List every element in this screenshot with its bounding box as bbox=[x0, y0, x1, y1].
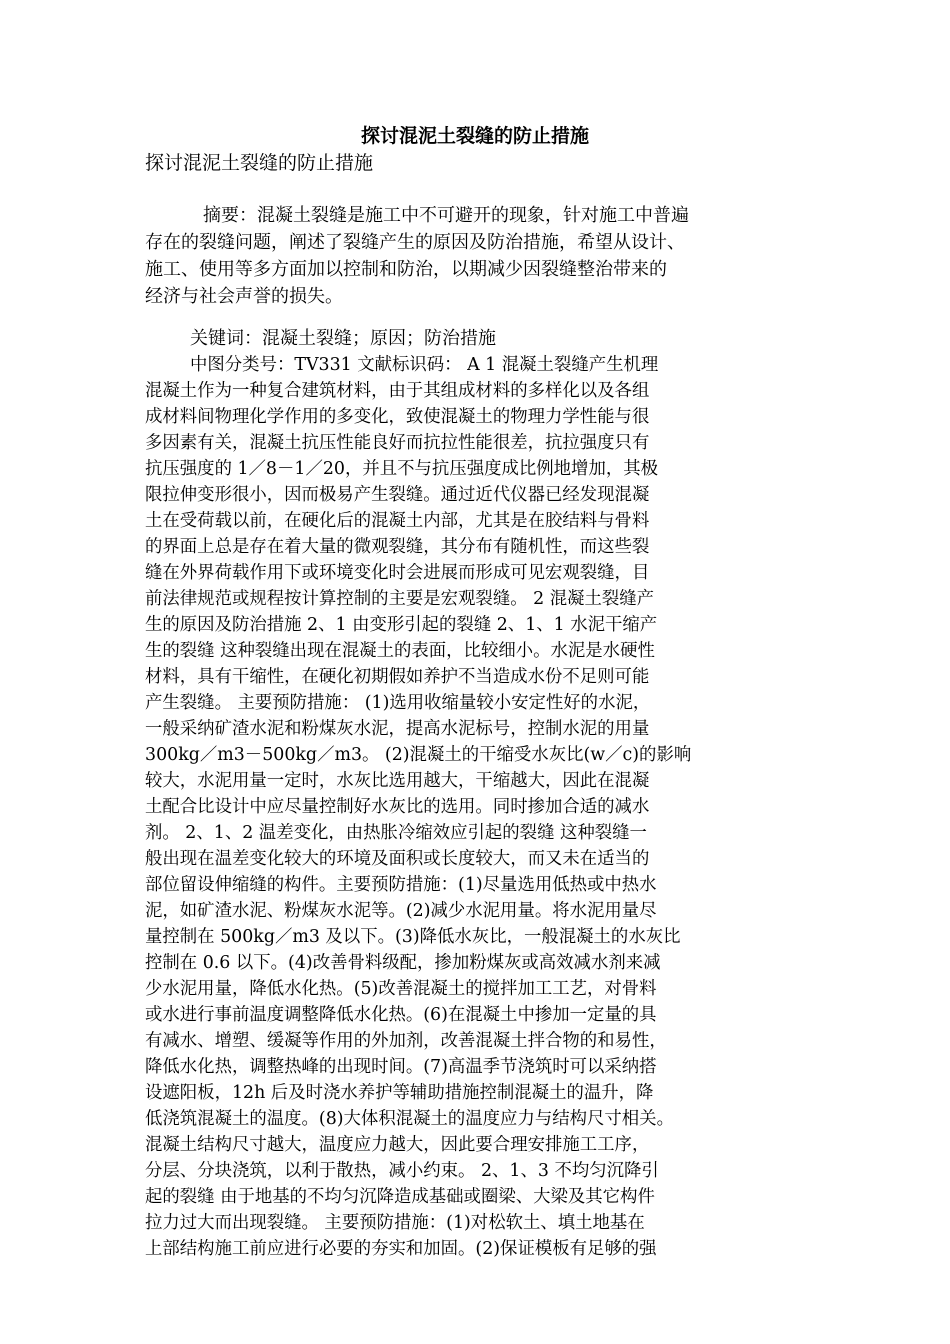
body-line: 生的原因及防治措施 2、1 由变形引起的裂缝 2、1、1 水泥干缩产 bbox=[145, 615, 658, 635]
body-line: 部位留设伸缩缝的构件。主要预防措施：(1)尽量选用低热或中热水 bbox=[145, 875, 657, 895]
body-line: 少水泥用量，降低水化热。(5)改善混凝土的搅拌加工工艺，对骨料 bbox=[145, 979, 657, 999]
body-line: 降低水化热，调整热峰的出现时间。(7)高温季节浇筑时可以采纳搭 bbox=[145, 1057, 657, 1077]
body-line: 成材料间物理化学作用的多变化，致使混凝土的物理力学性能与很 bbox=[145, 407, 650, 427]
keywords-line: 关键词：混凝土裂缝；原因；防治措施 bbox=[190, 328, 496, 349]
body-line: 起的裂缝 由于地基的不均匀沉降造成基础或圈梁、大梁及其它构件 bbox=[145, 1187, 655, 1207]
body-line: 混凝土作为一种复合建筑材料，由于其组成材料的多样化以及各组 bbox=[145, 381, 650, 401]
body-line: 生的裂缝 这种裂缝出现在混凝土的表面，比较细小。水泥是水硬性 bbox=[145, 641, 655, 661]
body-line: 一般采纳矿渣水泥和粉煤灰水泥，提高水泥标号，控制水泥的用量 bbox=[145, 719, 650, 739]
body-line: 分层、分块浇筑，以利于散热，减小约束。 2、1、3 不均匀沉降引 bbox=[145, 1161, 659, 1181]
body-line: 泥，如矿渣水泥、粉煤灰水泥等。(2)减少水泥用量。将水泥用量尽 bbox=[145, 901, 657, 921]
body-line: 般出现在温差变化较大的环境及面积或长度较大，而又未在适当的 bbox=[145, 849, 650, 869]
body-line: 混凝土结构尺寸越大，温度应力越大，因此要合理安排施工工序， bbox=[145, 1135, 650, 1155]
body-line: 中图分类号：TV331 文献标识码： A 1 混凝土裂缝产生机理 bbox=[190, 355, 659, 375]
body-line: 限拉伸变形很小，因而极易产生裂缝。通过近代仪器已经发现混凝 bbox=[145, 485, 650, 505]
body-line: 土配合比设计中应尽量控制好水灰比的选用。同时掺加合适的减水 bbox=[145, 797, 650, 817]
body-line: 前法律规范或规程按计算控制的主要是宏观裂缝。 2 混凝土裂缝产 bbox=[145, 589, 655, 609]
body-line: 产生裂缝。 主要预防措施： (1)选用收缩量较小安定性好的水泥， bbox=[145, 693, 651, 713]
abstract-paragraph bbox=[145, 202, 805, 310]
body-line: 土在受荷载以前，在硬化后的混凝土内部，尤其是在胶结料与骨料 bbox=[145, 511, 650, 531]
body-line: 或水进行事前温度调整降低水化热。(6)在混凝土中掺加一定量的具 bbox=[145, 1005, 657, 1025]
body-line: 多因素有关，混凝土抗压性能良好而抗拉性能很差，抗拉强度只有 bbox=[145, 433, 650, 453]
abstract-line: 摘要：混凝土裂缝是施工中不可避开的现象，针对施工中普遍 bbox=[203, 205, 689, 226]
abstract-line: 施工、使用等多方面加以控制和防治，以期减少因裂缝整治带来的 bbox=[145, 259, 667, 280]
body-line: 上部结构施工前应进行必要的夯实和加固。(2)保证模板有足够的强 bbox=[145, 1239, 657, 1259]
document-title: 探讨混泥土裂缝的防止措施 bbox=[360, 125, 589, 147]
body-line: 抗压强度的 1／8－1／20，并且不与抗压强度成比例地增加，其极 bbox=[145, 459, 659, 479]
body-line: 较大，水泥用量一定时，水灰比选用越大，干缩越大，因此在混凝 bbox=[145, 771, 650, 791]
body-line: 有减水、增塑、缓凝等作用的外加剂，改善混凝土拌合物的和易性， bbox=[145, 1031, 667, 1051]
document-subtitle: 探讨混泥土裂缝的防止措施 bbox=[145, 152, 374, 174]
body-line: 低浇筑混凝土的温度。(8)大体积混凝土的温度应力与结构尺寸相关。 bbox=[145, 1109, 674, 1129]
body-line: 剂。 2、1、2 温差变化，由热胀冷缩效应引起的裂缝 这种裂缝一 bbox=[145, 823, 647, 843]
body-line: 的界面上总是存在着大量的微观裂缝，其分布有随机性，而这些裂 bbox=[145, 537, 650, 557]
abstract-line: 存在的裂缝问题，阐述了裂缝产生的原因及防治措施，希望从设计、 bbox=[145, 232, 685, 253]
body-line: 缝在外界荷载作用下或环境变化时会进展而形成可见宏观裂缝，目 bbox=[145, 563, 650, 583]
body-line: 拉力过大而出现裂缝。 主要预防措施：(1)对松软土、填土地基在 bbox=[145, 1213, 645, 1233]
body-text bbox=[145, 352, 835, 1262]
body-line: 设遮阳板，12h 后及时浇水养护等辅助措施控制混凝土的温升，降 bbox=[145, 1083, 654, 1103]
body-line: 材料，具有干缩性，在硬化初期假如养护不当造成水份不足则可能 bbox=[145, 667, 650, 687]
abstract-line: 经济与社会声誉的损失。 bbox=[145, 286, 343, 307]
body-line: 控制在 0.6 以下。(4)改善骨料级配，掺加粉煤灰或高效减水剂来减 bbox=[145, 953, 661, 973]
body-line: 300kg／m3－500kg／m3。 (2)混凝土的干缩受水灰比(w／c)的影响 bbox=[145, 745, 692, 765]
body-line: 量控制在 500kg／m3 及以下。(3)降低水灰比，一般混凝土的水灰比 bbox=[145, 927, 681, 947]
